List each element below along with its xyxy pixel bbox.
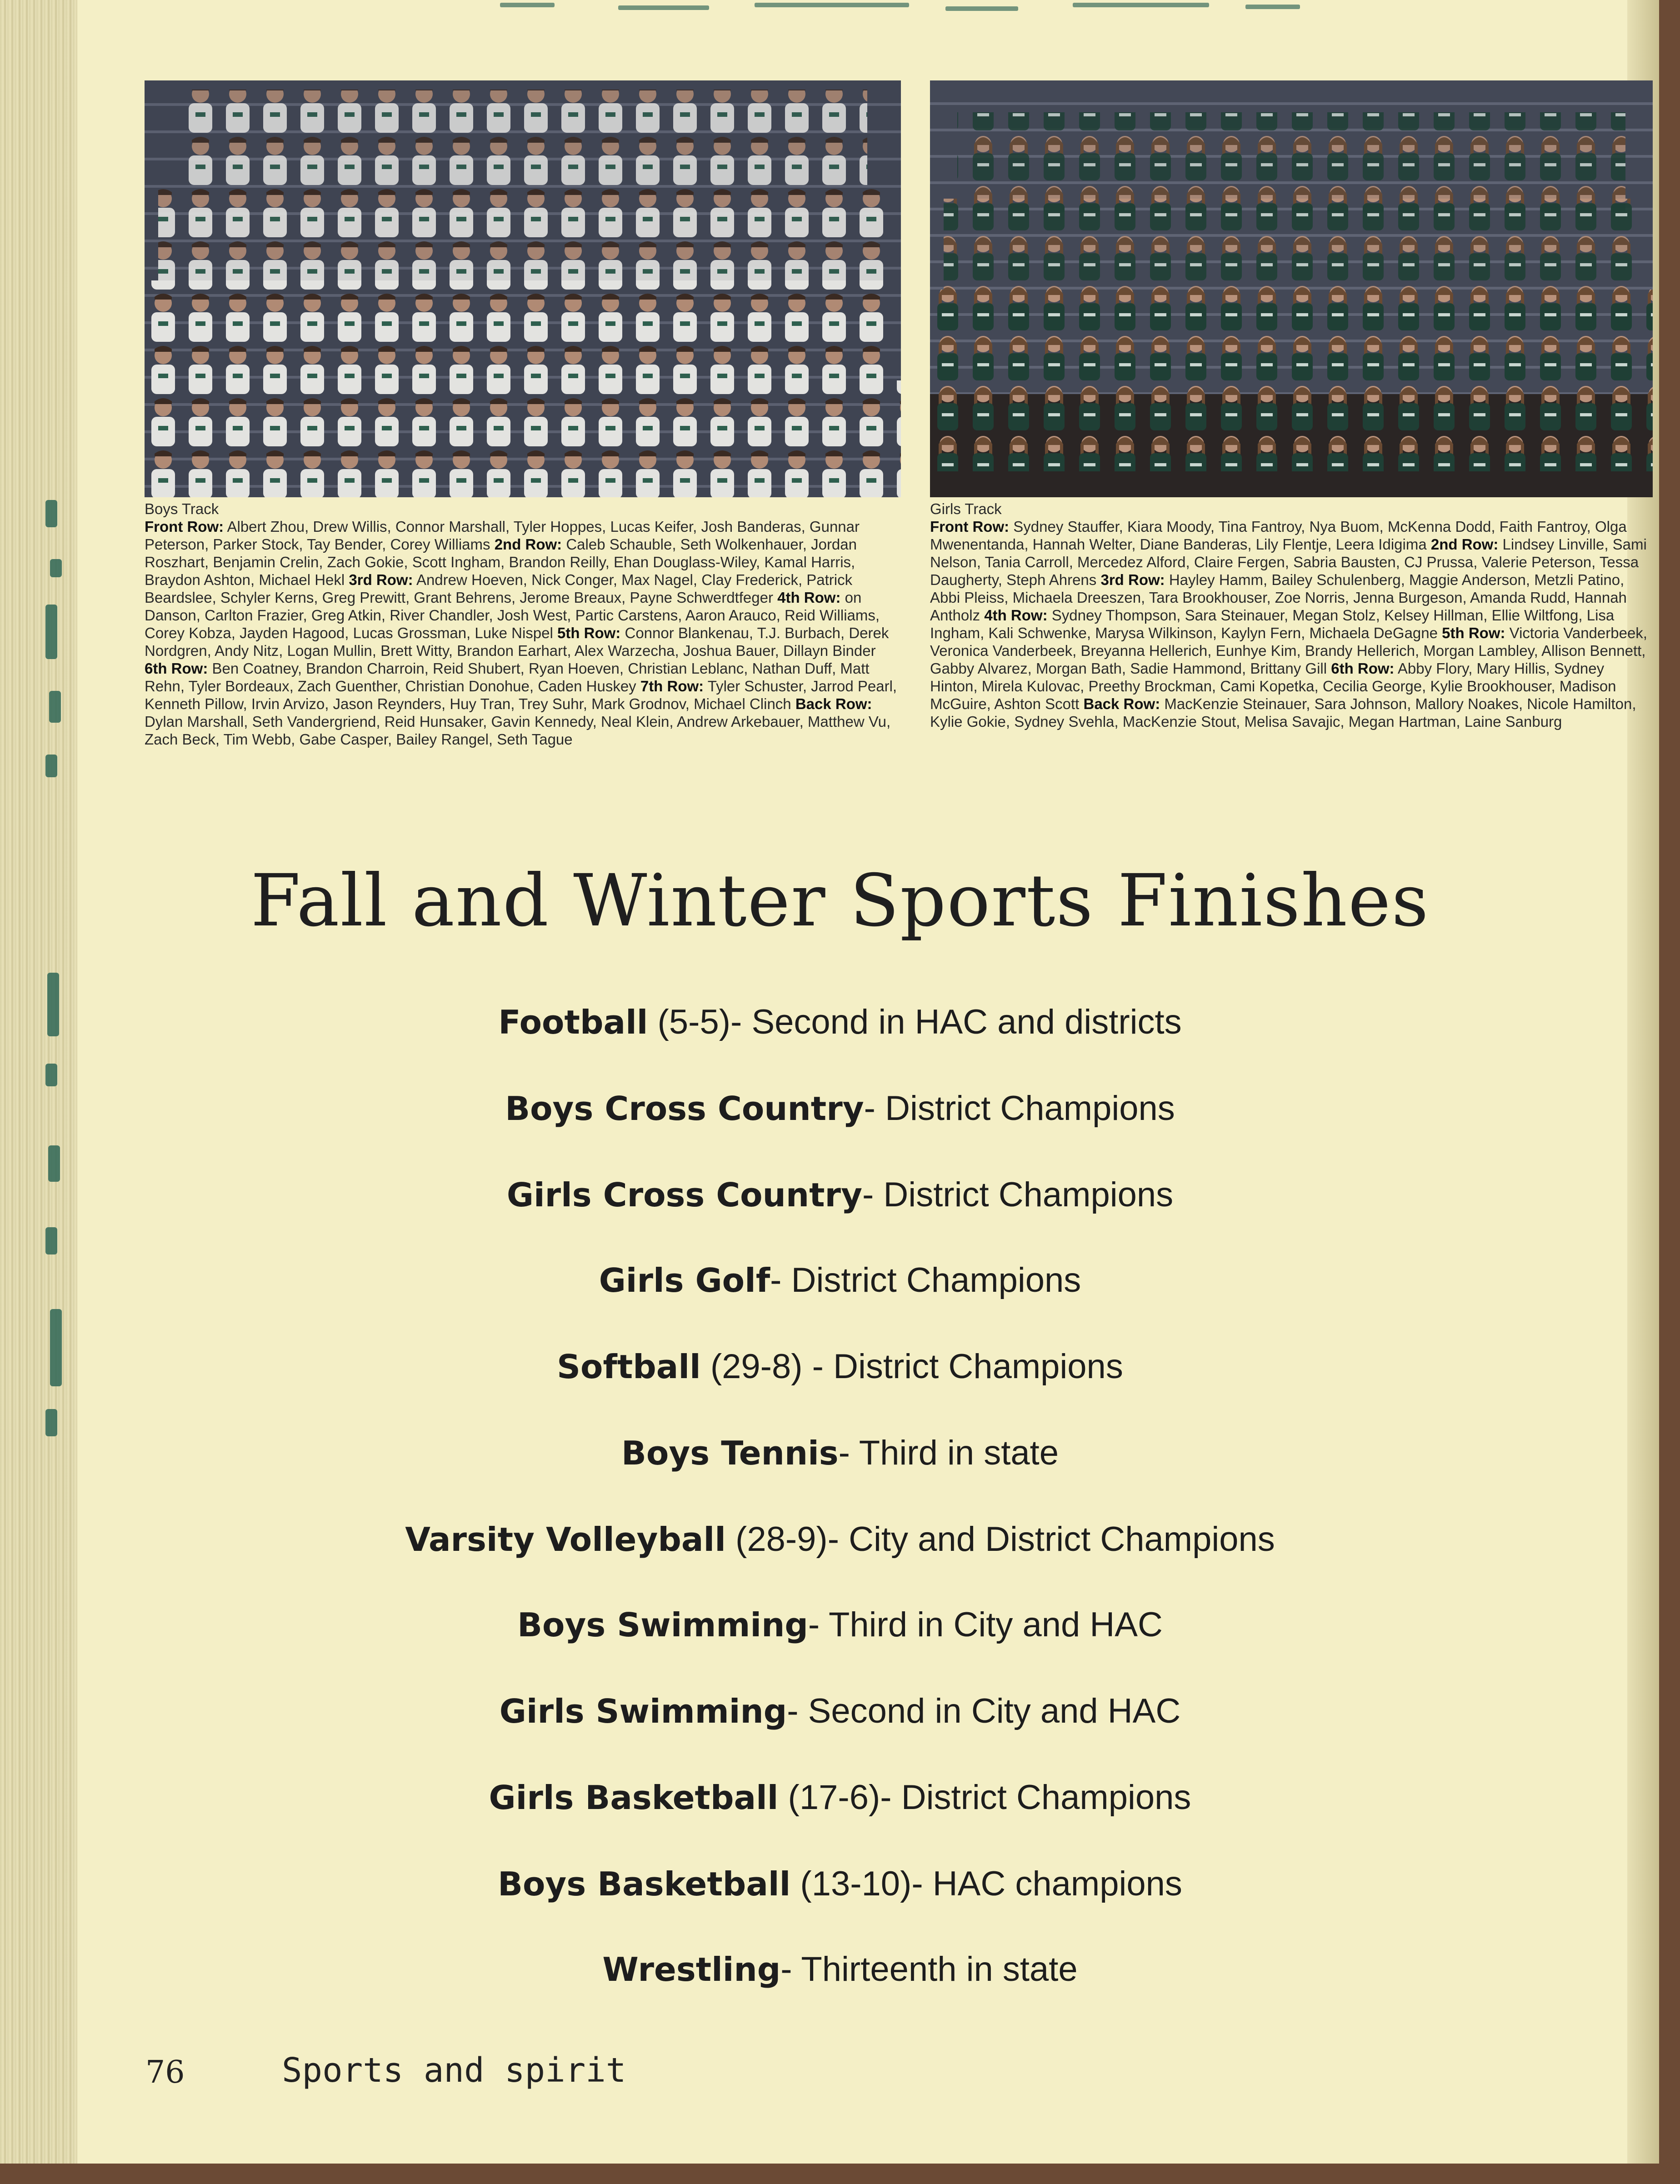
girls-row-label: 5th Row:: [1442, 625, 1505, 641]
finish-item: [0, 1260, 1680, 1300]
boys-row-names: Caleb Schauble, Seth Wolkenhauer, Jordan Roszhart, Benjamin Crelin, Zach Gokie, Scott Ingham, Brandon Reilly, Ehan Douglass-Wiley, Kamal Harris, Braydon Ashton, Michael Hekl: [145, 536, 857, 588]
finish-sport: Wrestling: [602, 1950, 781, 1989]
boys-row-label: 6th Row:: [145, 660, 208, 677]
girls-row-label: Front Row:: [930, 518, 1010, 535]
finish-item: [0, 1605, 1680, 1644]
boys-row-label: Front Row:: [145, 518, 224, 535]
girls-track-caption: [930, 500, 1653, 730]
finish-item: [0, 1949, 1680, 1989]
boys-track-team-photo: [145, 80, 901, 497]
finish-sport: Boys Tennis: [621, 1434, 839, 1472]
finish-sport: Girls Swimming: [499, 1692, 787, 1730]
girls-row-names: Sydney Thompson, Sara Steinauer, Megan Stolz, Kelsey Hillman, Ellie Wiltfong, Lisa Ingham, Kali Schwenke, Marysa Wilkinson, Kaylyn Fern, Michaela DeGagne: [930, 607, 1615, 641]
finish-item: [0, 1691, 1680, 1731]
finish-sport: Varsity Volleyball: [405, 1520, 726, 1559]
girls-row-label: 4th Row:: [984, 607, 1048, 624]
boys-row-label: 3rd Row:: [349, 571, 413, 588]
boys-row-names: Ben Coatney, Brandon Charroin, Reid Shubert, Ryan Hoeven, Christian Leblanc, Nathan Duff, Matt Rehn, Tyler Bordeaux, Zach Guenther, Christian Donohue, Caden Huskey: [145, 660, 870, 695]
girls-row-names: MacKenzie Steinauer, Sara Johnson, Mallory Noakes, Nicole Hamilton, Kylie Gokie, Sydney Svehla, MacKenzie Stout, Melisa Savajic, Megan Hartman, Laine Sanburg: [930, 695, 1636, 730]
page-number: 76: [145, 2054, 185, 2090]
boys-row-label: 5th Row:: [557, 625, 621, 641]
section-title: Fall and Winter Sports Finishes: [250, 859, 1430, 943]
girls-row-names: Victoria Vanderbeek, Veronica Vanderbeek, Breyanna Hellerich, Eunhye Kim, Brandy Hellerich, Morgan Lambley, Allison Bennett, Gabby Alvarez, Morgan Bath, Sadie Hammond, Brittany Gill: [930, 625, 1647, 677]
girls-row-label: 3rd Row:: [1100, 571, 1165, 588]
girls-row-names: Lindsey Linville, Sami Nelson, Tania Carroll, Mercedez Alford, Claire Fergen, Sabria Bausten, CJ Prussa, Valerie Peterson, Tessa Daugherty, Steph Ahrens: [930, 536, 1647, 588]
finish-item: [0, 1778, 1680, 1817]
finish-item: [0, 1175, 1680, 1214]
boys-row-names: Tyler Schuster, Jarrod Pearl, Kenneth Pillow, Irvin Arvizo, Jason Reynders, Huy Tran, Trey Suhr, Mark Grodnov, Michael Clinch: [145, 678, 897, 712]
finish-item: [0, 1002, 1680, 1042]
girls-team-group-figure: [930, 80, 1653, 497]
boys-team-group-figure: [145, 80, 901, 497]
finish-result: - Third in City and HAC: [808, 1605, 1163, 1644]
girls-row-names: Hayley Hamm, Bailey Schulenberg, Maggie Anderson, Metzli Patino, Abbi Pleiss, Michaela Dreeszen, Tara Brookhouser, Zoe Norris, Jenna Burgeson, Amanda Rudd, Hannah Antholz: [930, 571, 1627, 624]
finish-item: [0, 1864, 1680, 1904]
finish-result: - Thirteenth in state: [780, 1950, 1078, 1989]
girls-track-team-photo: [930, 80, 1653, 497]
finish-sport: Boys Swimming: [517, 1606, 808, 1644]
finish-result: (13-10)- HAC champions: [790, 1864, 1182, 1903]
finish-item: [0, 1519, 1680, 1559]
finish-sport: Girls Basketball: [489, 1779, 779, 1817]
top-ink-marks: [500, 3, 1318, 21]
finish-sport: Softball: [557, 1348, 701, 1386]
finish-sport: Girls Cross Country: [506, 1176, 862, 1214]
boys-row-names: Dylan Marshall, Seth Vandergriend, Reid Hunsaker, Gavin Kennedy, Neal Klein, Andrew Arkebauer, Matthew Vu, Zach Beck, Tim Webb, Gabe Casper, Bailey Rangel, Seth Tague: [145, 713, 891, 748]
finish-sport: Girls Golf: [599, 1261, 770, 1299]
girls-row-label: Back Row:: [1083, 695, 1160, 712]
finish-result: (5-5)- Second in HAC and districts: [648, 1003, 1182, 1041]
finish-result: (29-8) - District Champions: [700, 1347, 1123, 1386]
girls-row-names: Abby Flory, Mary Hillis, Sydney Hinton, Mirela Kulovac, Preethy Brockman, Cami Kopetka, Cecilia George, Kylie Brookhouser, Madison McGuire, Ashton Scott: [930, 660, 1616, 712]
boys-caption-title: Boys Track: [145, 500, 219, 517]
finish-sport: Boys Cross Country: [505, 1090, 864, 1128]
boys-row-names: Albert Zhou, Drew Willis, Connor Marshall, Tyler Hoppes, Lucas Keifer, Josh Banderas, Gunnar Peterson, Parker Stock, Tay Bender, Corey Williams: [145, 518, 860, 553]
girls-caption-title: Girls Track: [930, 500, 1002, 517]
boys-row-names: Connor Blankenau, T.J. Burbach, Derek Nordgren, Andy Nitz, Logan Mullin, Brett Witty, Brandon Earhart, Alex Warzecha, Joshua Bauer, Dillayn Binder: [145, 625, 889, 659]
boys-row-label: 7th Row:: [640, 678, 704, 695]
girls-row-names: Sydney Stauffer, Kiara Moody, Tina Fantroy, Nya Buom, McKenna Dodd, Faith Fantroy, Olga Mwenentanda, Hannah Welter, Diane Banderas, Lily Flentje, Leera Idigima: [930, 518, 1627, 553]
girls-row-label: 2nd Row:: [1430, 536, 1499, 553]
finish-item: [0, 1433, 1680, 1473]
finish-result: - District Champions: [862, 1175, 1174, 1214]
finish-result: - Second in City and HAC: [787, 1692, 1181, 1730]
boys-row-label: 4th Row:: [777, 589, 841, 606]
boys-row-label: Back Row:: [795, 695, 872, 712]
boys-track-caption: [145, 500, 901, 748]
finish-item: [0, 1347, 1680, 1386]
finish-sport: Boys Basketball: [498, 1865, 791, 1903]
boys-row-label: 2nd Row:: [494, 536, 562, 553]
finish-result: (17-6)- District Champions: [778, 1778, 1191, 1817]
finish-result: - District Champions: [864, 1089, 1175, 1128]
boys-row-names: Andrew Hoeven, Nick Conger, Max Nagel, Clay Frederick, Patrick Beardslee, Schyler Kerns, Greg Prewitt, Grant Behrens, Jerome Breaux, Payne Schwerdtfeger: [145, 571, 853, 606]
finish-result: (28-9)- City and District Champions: [725, 1520, 1275, 1559]
section-label: Sports and spirit: [282, 2051, 626, 2090]
girls-row-label: 6th Row:: [1331, 660, 1395, 677]
finish-sport: Football: [498, 1003, 648, 1041]
binding-ink-marks: [45, 500, 100, 1454]
finish-result: - District Champions: [770, 1261, 1081, 1299]
finish-item: [0, 1089, 1680, 1128]
finish-result: - Third in state: [838, 1434, 1059, 1472]
boys-row-names: on Danson, Carlton Frazier, Greg Atkin, River Chandler, Josh West, Partic Carstens, Aaron Arauco, Reid Williams, Corey Kobza, Jayden Hagood, Lucas Grossman, Luke Nispel: [145, 589, 880, 641]
